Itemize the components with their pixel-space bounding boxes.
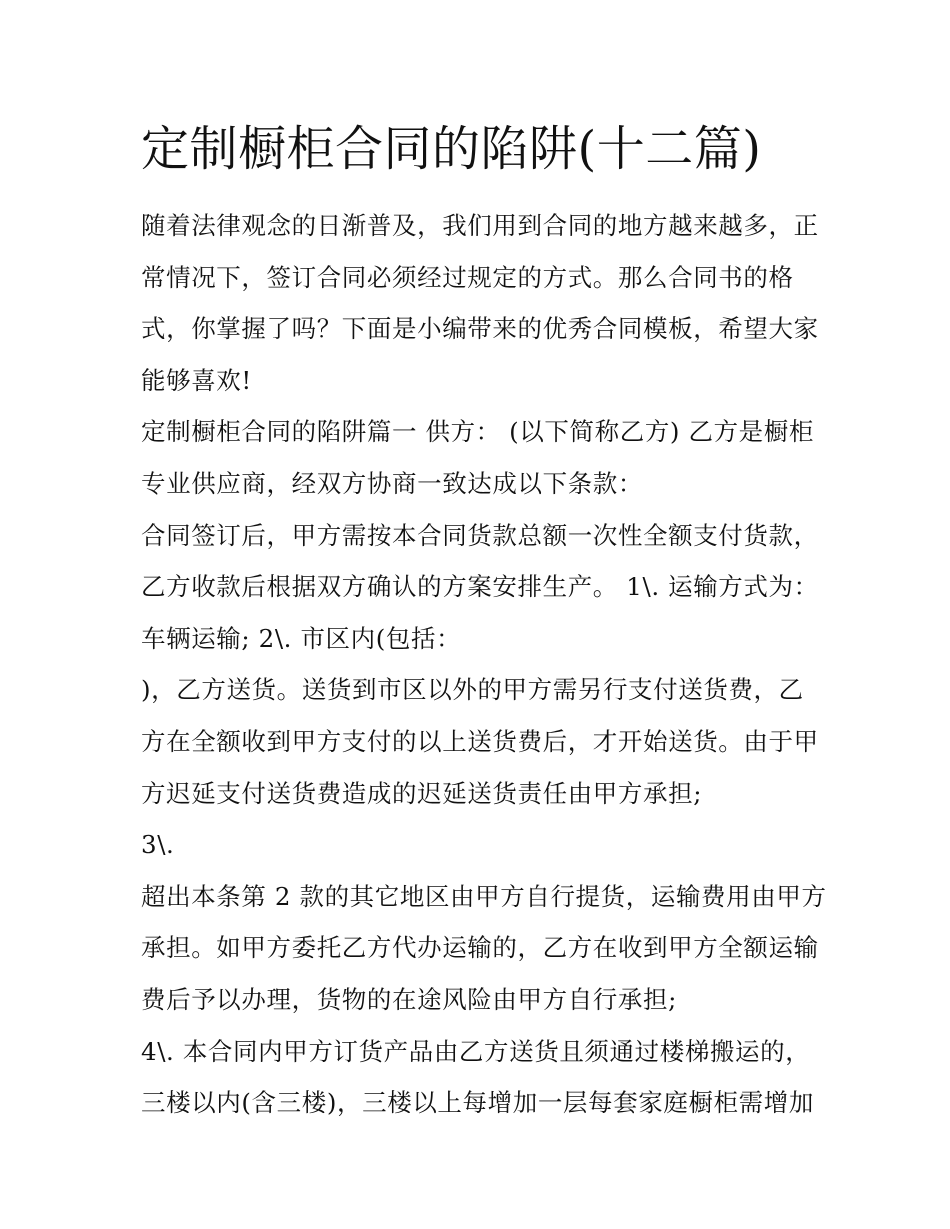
body-line: 三楼以内(含三楼)，三楼以上每增加一层每套家庭橱柜需增加 — [141, 1088, 814, 1118]
body-line: 超出本条第 2 款的其它地区由甲方自行提货，运输费用由甲方 — [141, 881, 827, 911]
body-line: 专业供应商，经双方协商一致达成以下条款： — [141, 468, 643, 498]
body-line: )，乙方送货。送货到市区以外的甲方需另行支付送货费，乙 — [141, 675, 804, 705]
body-line: 费后予以办理，货物的在途风险由甲方自行承担; — [141, 984, 677, 1014]
document-title: 定制橱柜合同的陷阱(十二篇) — [141, 121, 762, 177]
body-line: 车辆运输; 2\. 市区内(包括： — [141, 623, 462, 653]
body-line: 合同签订后，甲方需按本合同货款总额一次性全额支付货款， — [141, 520, 819, 550]
body-line: 承担。如甲方委托乙方代办运输的，乙方在收到甲方全额运输 — [141, 933, 819, 963]
body-line: 方迟延支付送货费造成的迟延送货责任由甲方承担; — [141, 778, 703, 808]
document-body — [141, 200, 827, 1129]
body-line: 式，你掌握了吗？下面是小编带来的优秀合同模板，希望大家 — [141, 314, 819, 344]
body-line: 常情况下，签订合同必须经过规定的方式。那么合同书的格 — [141, 262, 794, 292]
body-line: 能够喜欢! — [141, 365, 252, 395]
body-line: 方在全额收到甲方支付的以上送货费后，才开始送货。由于甲 — [141, 726, 819, 756]
body-line: 随着法律观念的日渐普及，我们用到合同的地方越来越多，正 — [141, 211, 819, 240]
body-line: 3\. — [141, 830, 175, 860]
body-line: 4\. 本合同内甲方订货产品由乙方送货且须通过楼梯搬运的， — [141, 1036, 811, 1066]
body-line: 定制橱柜合同的陷阱篇一 供方： (以下简称乙方) 乙方是橱柜 — [141, 417, 814, 447]
body-line: 乙方收款后根据双方确认的方案安排生产。 1\. 运输方式为： — [141, 572, 819, 602]
